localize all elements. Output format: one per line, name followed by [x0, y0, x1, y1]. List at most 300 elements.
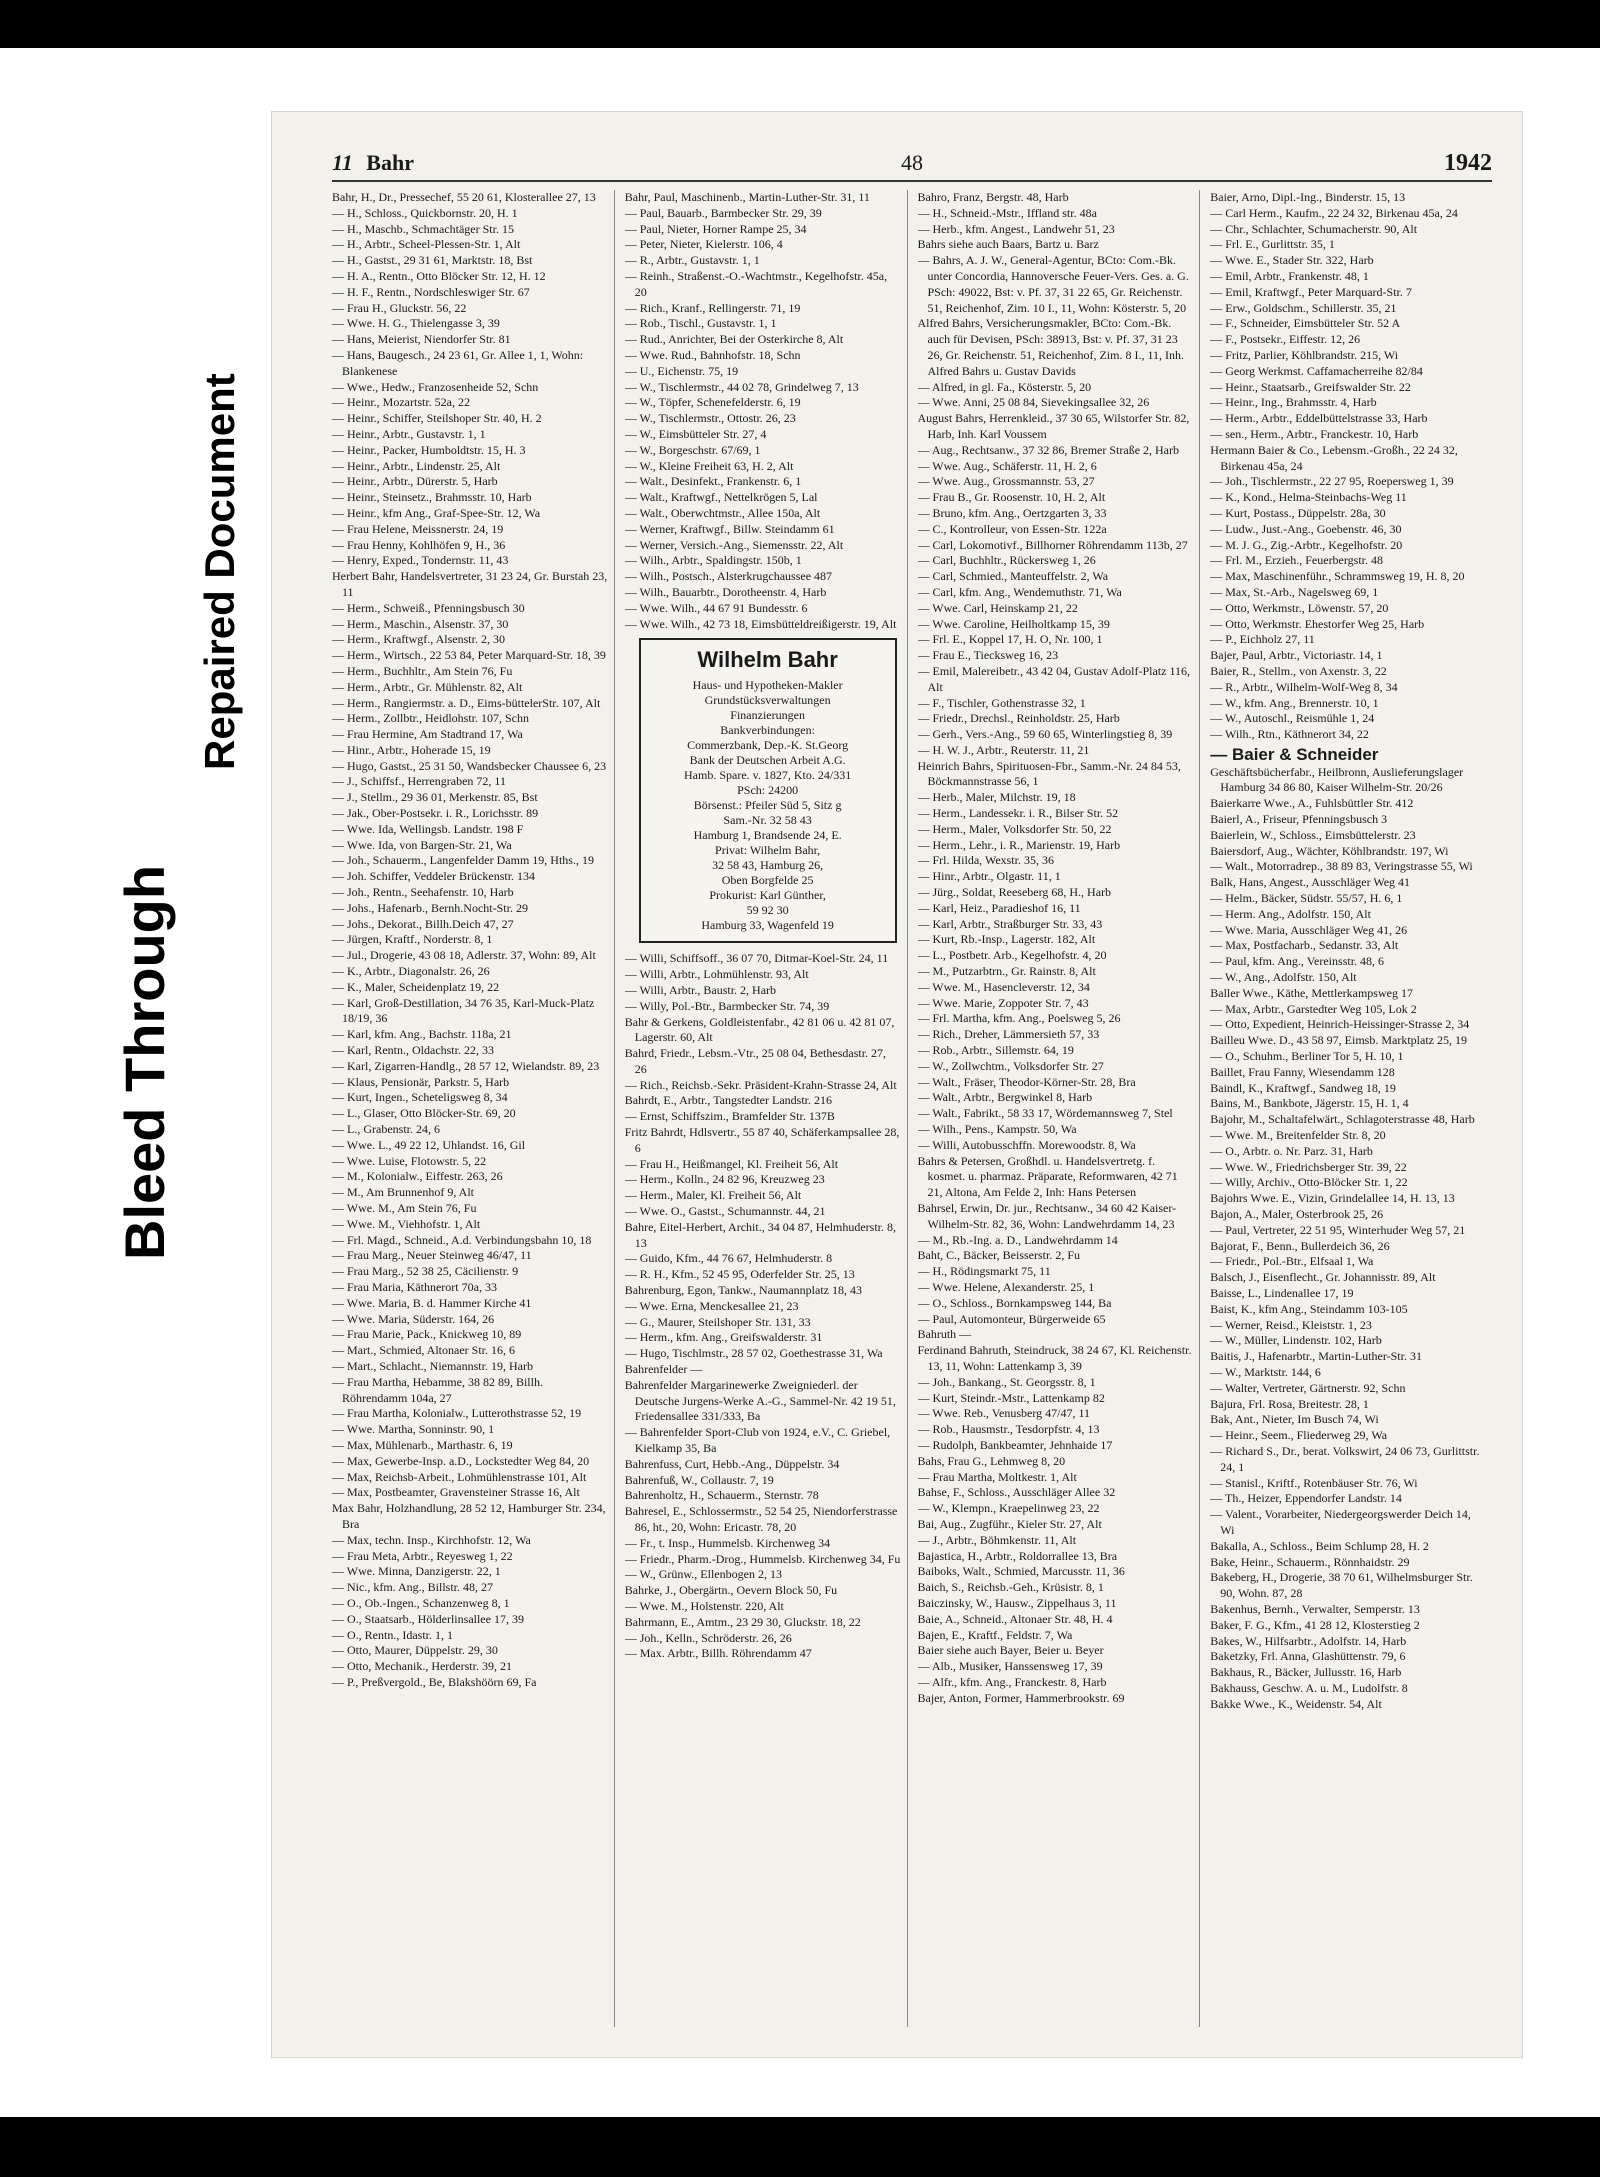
- directory-entry: — O., Arbtr. o. Nr. Parz. 31, Harb: [1210, 1143, 1373, 1158]
- ad-line: Bankverbindungen:: [720, 723, 815, 738]
- directory-entry: — Wilh., Postsch., Alsterkrugchaussee 487: [624, 569, 833, 584]
- directory-entry: — Guido, Kfm., 44 76 67, Helmhuderstr. 8: [624, 1251, 833, 1266]
- directory-entry: — Johs., Hafenarb., Bernh.Nocht-Str. 29: [332, 900, 528, 915]
- directory-entry: Bahruth —: [917, 1327, 972, 1342]
- directory-entry: — Carl, Lokomotivf., Billhorner Röhrendamm 113b, 27: [917, 537, 1188, 552]
- directory-entry: — Walt., Kraftwgf., Nettelkrögen 5, Lal: [624, 490, 818, 505]
- directory-entry: Bahrenfuss, Curt, Hebb.-Ang., Düppelstr. 34: [624, 1456, 840, 1471]
- directory-entry: — Heinr., Staatsarb., Greifswalder Str. 22: [1210, 379, 1411, 394]
- directory-entry: Balk, Hans, Angest., Ausschläger Weg 41: [1210, 875, 1411, 890]
- directory-entry: Baier, R., Stellm., von Axenstr. 3, 22: [1210, 663, 1387, 678]
- directory-entry: — Herm., Zollbtr., Heidlohstr. 107, Schn: [332, 711, 529, 726]
- directory-entry: Baiersdorf, Aug., Wächter, Köhlbrandstr. 197, Wi: [1210, 843, 1449, 858]
- directory-entry: Bahrs siehe auch Baars, Bartz u. Barz: [917, 237, 1099, 252]
- directory-entry: Bahrenfelder Margarinewerke Zweigniederl. der Deutsche Jurgens-Werke A.-G., Sammel-Nr. 42 19 51, Friedensallee 331/333, Ba: [624, 1377, 896, 1424]
- directory-entry: — K., Arbtr., Diagonalstr. 26, 26: [332, 964, 490, 979]
- ad-line: Hamburg 1, Brandsende 24, E.: [693, 828, 842, 843]
- directory-entry: — Friedr., Drechsl., Reinholdstr. 25, Harb: [917, 711, 1120, 726]
- directory-entry: — Kurt, Steindr.-Mstr., Lattenkamp 82: [917, 1390, 1105, 1405]
- section-description: Geschäftsbücherfabr., Heilbronn, Auslieferungslager Hamburg 34 86 80, Kaiser Wilhelm-Str. 20/26: [1210, 764, 1464, 795]
- directory-entry: — Alb., Musiker, Hanssensweg 17, 39: [917, 1659, 1103, 1674]
- directory-entry: — Rob., Tischl., Gustavstr. 1, 1: [624, 316, 777, 331]
- page-running-head: [332, 150, 414, 176]
- directory-entry: — Walt., Oberwchtmstr., Allee 150a, Alt: [624, 505, 821, 520]
- directory-entry: — Th., Heizer, Eppendorfer Landstr. 14: [1210, 1491, 1402, 1506]
- directory-entry: — Gerh., Vers.-Ang., 59 60 65, Winterlingstieg 8, 39: [917, 727, 1173, 742]
- directory-entry: — Chr., Schlachter, Schumacherstr. 90, Alt: [1210, 221, 1418, 236]
- directory-entry: — Joh., Rentn., Seehafenstr. 10, Harb: [332, 885, 514, 900]
- directory-entry: Bahro, Franz, Bergstr. 48, Harb: [917, 190, 1069, 204]
- directory-entry: — Frau Marie, Pack., Knickweg 10, 89: [332, 1327, 522, 1342]
- directory-entry: Bahresel, E., Schlossermstr., 52 54 25, Niendorferstrasse 86, ht., 20, Wohn: Ericastr. 78, 20: [624, 1504, 898, 1534]
- directory-entry: — Frau Henny, Kohlhöfen 9, H., 36: [332, 537, 506, 552]
- directory-entry: — J., Stellm., 29 36 01, Merkenstr. 85, Bst: [332, 790, 538, 805]
- directory-entry: — Ludw., Just.-Ang., Goebenstr. 46, 30: [1210, 521, 1402, 536]
- directory-entry: — Heinr., kfm Ang., Graf-Spee-Str. 12, Wa: [332, 505, 541, 520]
- directory-entry: Max Bahr, Holzhandlung, 28 52 12, Hamburger Str. 234, Bra: [332, 1501, 606, 1531]
- directory-entry: — W., Grünw., Ellenbogen 2, 13: [624, 1567, 782, 1582]
- directory-entry: — Wilh., Rtn., Käthnerort 34, 22: [1210, 727, 1369, 742]
- directory-entry: — Heinr., Seem., Fliederweg 29, Wa: [1210, 1428, 1388, 1443]
- directory-entry: Herbert Bahr, Handelsvertreter, 31 23 24, Gr. Burstah 23, 11: [332, 569, 608, 599]
- directory-entry: — Wwe. Carl, Heinskamp 21, 22: [917, 600, 1078, 615]
- directory-entry: Bakhaus, R., Bäcker, Jullusstr. 16, Harb: [1210, 1665, 1402, 1680]
- directory-entry: — W., Eimsbütteler Str. 27, 4: [624, 426, 767, 441]
- directory-entry: Bajer, Anton, Former, Hammerbrookstr. 69: [917, 1690, 1125, 1705]
- directory-entry: — Joh., Kelln., Schröderstr. 26, 26: [624, 1630, 792, 1645]
- directory-entry: — Frl. Hilda, Wexstr. 35, 36: [917, 853, 1054, 868]
- directory-entry: — R., Arbtr., Wilhelm-Wolf-Weg 8, 34: [1210, 679, 1398, 694]
- directory-entry: Bakeberg, H., Drogerie, 38 70 61, Wilhelmsburger Str. 90, Wohn. 87, 28: [1210, 1570, 1473, 1601]
- directory-entry: — Walt., Desinfekt., Frankenstr. 6, 1: [624, 474, 802, 489]
- directory-entry: — Wwe. Maria, B. d. Hammer Kirche 41: [332, 1295, 532, 1310]
- directory-entry: — Frau B., Gr. Roosenstr. 10, H. 2, Alt: [917, 490, 1106, 505]
- directory-entry: — Aug., Rechtsanw., 37 32 86, Bremer Straße 2, Harb: [917, 442, 1180, 457]
- directory-entry: — Rich., Dreher, Lämmersieth 57, 33: [917, 1027, 1100, 1042]
- directory-entry: — Kurt, Rb.-Insp., Lagerstr. 182, Alt: [917, 932, 1096, 947]
- directory-entry: — W., Müller, Lindenstr. 102, Harb: [1210, 1333, 1382, 1348]
- directory-entry: — Stanisl., Kriftf., Rotenbäuser Str. 76, Wi: [1210, 1475, 1418, 1490]
- directory-entry: — Frau Martha, Hebamme, 38 82 89, Billh. Röhrendamm 104a, 27: [332, 1374, 543, 1405]
- directory-entry: — Reinh., Straßenst.-O.-Wachtmstr., Kegelhofstr. 45a, 20: [624, 268, 888, 299]
- directory-entry: — Frau H., Heißmangel, Kl. Freiheit 56, Alt: [624, 1156, 839, 1171]
- directory-entry: — Wwe. L., 49 22 12, Uhlandst. 16, Gil: [332, 1137, 526, 1152]
- directory-entry: — Bahrenfelder Sport-Club von 1924, e.V., C. Griebel, Kielkamp 35, Ba: [624, 1425, 891, 1456]
- directory-entry: — Herm., Wirtsch., 22 53 84, Peter Marquard-Str. 18, 39: [332, 648, 606, 663]
- directory-entry: Bakhauss, Geschw. A. u. M., Ludolfstr. 8: [1210, 1680, 1408, 1695]
- directory-entry: — Heinr., Packer, Humboldtstr. 15, H. 3: [332, 442, 526, 457]
- directory-entry: — Frau Marg., 52 38 25, Cäcilienstr. 9: [332, 1264, 519, 1279]
- page-title: Bahr: [366, 150, 414, 175]
- directory-entry: — Willi, Arbtr., Lohmühlenstr. 93, Alt: [624, 967, 809, 982]
- directory-entry: — O., Schuhm., Berliner Tor 5, H. 10, 1: [1210, 1049, 1404, 1064]
- directory-entry: — Alfr., kfm. Ang., Franckestr. 8, Harb: [917, 1674, 1107, 1689]
- directory-entry: — L., Glaser, Otto Blöcker-Str. 69, 20: [332, 1106, 516, 1121]
- directory-entry: Bajohrs Wwe. E., Vizin, Grindelallee 14, H. 13, 13: [1210, 1191, 1455, 1206]
- directory-entry: — O., Rentn., Idastr. 1, 1: [332, 1627, 453, 1642]
- directory-entry: — Herm., Maschin., Alsenstr. 37, 30: [332, 616, 509, 631]
- directory-entry: Bajastica, H., Arbtr., Roldorrallee 13, Bra: [917, 1548, 1118, 1563]
- directory-entry: Bahrke, J., Obergärtn., Oevern Block 50, Fu: [624, 1583, 838, 1598]
- directory-entry: Heinrich Bahrs, Spirituosen-Fbr., Samm.-Nr. 24 84 53, Böckmannstrasse 56, 1: [917, 758, 1181, 789]
- directory-entry: — Karl, kfm. Ang., Bachstr. 118a, 21: [332, 1027, 512, 1042]
- directory-entry: — Frau Marg., Neuer Steinweg 46/47, 11: [332, 1248, 532, 1263]
- directory-entry: — Wwe. Ida, Wellingsb. Landstr. 198 F: [332, 821, 524, 836]
- directory-entry: Bahr & Gerkens, Goldleistenfabr., 42 81 06 u. 42 81 07, Lagerstr. 60, Alt: [624, 1014, 895, 1045]
- directory-entry: — Ernst, Schiffszim., Bramfelder Str. 137B: [624, 1109, 835, 1124]
- directory-entry: — Wwe. E., Stader Str. 322, Harb: [1210, 253, 1374, 268]
- column-2: [625, 190, 908, 2027]
- directory-entry: — M., Putzarbtrn., Gr. Rainstr. 8, Alt: [917, 964, 1096, 979]
- directory-entry: — Wwe. M., Holstenstr. 220, Alt: [624, 1598, 784, 1613]
- directory-entry: — Frau H., Gluckstr. 56, 22: [332, 300, 467, 315]
- directory-entry: — J., Arbtr., Böhmkenstr. 11, Alt: [917, 1532, 1077, 1547]
- directory-entry: — Bahrs, A. J. W., General-Agentur, BCto: Com.-Bk. unter Concordia, Hannoversche Feuer-Vers. Ges. a. G. PSch: 49022, Bst: v. Pf. 37, 31 22 65, Gr. Reichenstr. 51, Reichenhof, Zim. 10 I., 11, Wohn: Kösterstr. 5, 20: [917, 253, 1189, 315]
- directory-entry: — Herm., Schweiß., Pfenningsbusch 30: [332, 600, 525, 615]
- directory-entry: Bahrenfuß, W., Collaustr. 7, 19: [624, 1472, 774, 1487]
- ad-line: Hamb. Spare. v. 1827, Kto. 24/331: [684, 768, 852, 783]
- directory-entry: — Wwe. Aug., Grossmannstr. 53, 27: [917, 474, 1095, 489]
- directory-entry: — Wwe. Ida, von Bargen-Str. 21, Wa: [332, 837, 512, 852]
- directory-entry: — W., Marktstr. 144, 6: [1210, 1364, 1321, 1379]
- directory-entry: — H., Schneid.-Mstr., Iffland str. 48a: [917, 205, 1097, 220]
- columns: [332, 190, 1492, 2027]
- directory-entry: — W., Kleine Freiheit 63, H. 2, Alt: [624, 458, 794, 473]
- directory-entry: — Henry, Exped., Tondernstr. 11, 43: [332, 553, 509, 568]
- directory-entry: Fritz Bahrdt, Hdlsvertr., 55 87 40, Schäferkampsallee 28, 6: [624, 1125, 900, 1155]
- directory-entry: — Rudolph, Bankbeamter, Jehnhaide 17: [917, 1437, 1113, 1452]
- ad-lines: [647, 678, 889, 933]
- side-labels: [100, 260, 260, 1260]
- directory-entry: — W., Tischlermstr., Ottostr. 26, 23: [624, 411, 796, 426]
- directory-entry: — M. J. G., Zig.-Arbtr., Kegelhofstr. 20: [1210, 537, 1403, 552]
- directory-entry: — Johs., Dekorat., Billh.Deich 47, 27: [332, 916, 514, 931]
- directory-entry: — Max, Reichsb-Arbeit., Lohmühlenstrasse 101, Alt: [332, 1469, 587, 1484]
- directory-entry: — Friedr., Pol.-Btr., Elfsaal 1, Wa: [1210, 1254, 1374, 1269]
- directory-entry: — W., Zollwchtm., Volksdorfer Str. 27: [917, 1058, 1104, 1073]
- directory-entry: Baier, Arno, Dipl.-Ing., Binderstr. 15, 13: [1210, 190, 1406, 204]
- directory-entry: Bahrenholtz, H., Schauerm., Sternstr. 78: [624, 1488, 819, 1503]
- directory-entry: — Max. Arbtr., Billh. Röhrendamm 47: [624, 1646, 812, 1661]
- directory-entry: Baisse, L., Lindenallee 17, 19: [1210, 1285, 1354, 1300]
- directory-entry: — F., Schneider, Eimsbütteler Str. 52 A: [1210, 316, 1401, 331]
- directory-entry: — Otto, Maurer, Düppelstr. 29, 30: [332, 1643, 498, 1658]
- directory-entry: — K., Kond., Helma-Steinbachs-Weg 11: [1210, 490, 1407, 505]
- directory-entry: — W., Borgeschstr. 67/69, 1: [624, 442, 761, 457]
- directory-entry: Baierkarre Wwe., A., Fuhlsbüttler Str. 412: [1210, 796, 1414, 811]
- directory-entry: — Frl. E., Gurlittstr. 35, 1: [1210, 237, 1335, 252]
- directory-entry: — Willi, Autobusschffn. Morewoodstr. 8, Wa: [917, 1137, 1136, 1152]
- directory-entry: — Wilh., Arbtr., Spaldingstr. 150b, 1: [624, 553, 802, 568]
- directory-entry: — Wwe. Marie, Zoppoter Str. 7, 43: [917, 995, 1089, 1010]
- directory-entry: — Wwe. M., Viehhofstr. 1, Alt: [332, 1216, 481, 1231]
- directory-entry: — M., Am Brunnenhof 9, Alt: [332, 1185, 475, 1200]
- directory-entry: — Karl, Zigarren-Handlg., 28 57 12, Wielandstr. 89, 23: [332, 1058, 600, 1073]
- directory-entry: Baiczinsky, W., Hausw., Zippelhaus 3, 11: [917, 1595, 1117, 1610]
- ad-line: Bank der Deutschen Arbeit A.G.: [689, 753, 846, 768]
- ad-line: Haus- und Hypotheken-Makler: [692, 678, 843, 693]
- ad-line: Prokurist: Karl Günther,: [709, 888, 826, 903]
- directory-entry: — Helm., Bäcker, Südstr. 55/57, H. 6, 1: [1210, 891, 1403, 906]
- page-number: 48: [901, 150, 923, 175]
- directory-entry: — Hinr., Arbtr., Hoherade 15, 19: [332, 742, 491, 757]
- directory-entry: — Herm., Landessekr. i. R., Bilser Str. 52: [917, 806, 1119, 821]
- directory-entry: Alfred Bahrs, Versicherungsmakler, BCto: Com.-Bk. auch für Devisen, PSch: 38913, Bst: v. Pf. 37, 31 23 26, Gr. Reichenstr. 51, Reichenhof, Zim. 8 I., 11, Inh. Alfred Bahrs u. Gustav Davids: [917, 316, 1185, 378]
- directory-entry: — Wwe. W., Friedrichsberger Str. 39, 22: [1210, 1159, 1407, 1174]
- directory-entry: — Otto, Werkmstr., Löwenstr. 57, 20: [1210, 600, 1389, 615]
- directory-entry: — Emil, Kraftwgf., Peter Marquard-Str. 7: [1210, 284, 1412, 299]
- directory-entry: — Wwe. Reb., Venusberg 47/47, 11: [917, 1406, 1091, 1421]
- directory-entry: Bajer, Paul, Arbtr., Victoriastr. 14, 1: [1210, 648, 1383, 663]
- ad-line: 59 92 30: [746, 903, 789, 918]
- directory-entry: — Herm., Arbtr., Eddelbüttelstrasse 33, Harb: [1210, 411, 1428, 426]
- directory-entry: — Paul, Bauarb., Barmbecker Str. 29, 39: [624, 205, 822, 220]
- directory-entry: Baller Wwe., Käthe, Mettlerkampsweg 17: [1210, 985, 1413, 1000]
- directory-entry: — Max, Postbeamter, Gravensteiner Strasse 16, Alt: [332, 1485, 580, 1500]
- directory-entry: — Richard S., Dr., berat. Volkswirt, 24 06 73, Gurlittstr. 24, 1: [1210, 1443, 1480, 1474]
- column-4-bottom: [1210, 796, 1486, 1712]
- directory-entry: — Herb., Maler, Milchstr. 19, 18: [917, 790, 1076, 805]
- directory-entry: Bai, Aug., Zugführ., Kieler Str. 27, Alt: [917, 1516, 1102, 1531]
- directory-entry: — Karl, Arbtr., Straßburger Str. 33, 43: [917, 916, 1103, 931]
- directory-entry: — Kurt, Ingen., Scheteligsweg 8, 34: [332, 1090, 508, 1105]
- column-1: [332, 190, 615, 2027]
- directory-entry: — Carl Herm., Kaufm., 22 24 32, Birkenau 45a, 24: [1210, 205, 1458, 220]
- directory-entry: — L., Postbetr. Arb., Kegelhofstr. 4, 20: [917, 948, 1107, 963]
- directory-entry: Bahr, Paul, Maschinenb., Martin-Luther-Str. 31, 11: [624, 190, 870, 204]
- directory-entry: Baindl, K., Kraftwgf., Sandweg 18, 19: [1210, 1080, 1396, 1095]
- directory-entry: — Rob., Arbtr., Sillemstr. 64, 19: [917, 1043, 1074, 1058]
- directory-entry: — Frau Helene, Meissnerstr. 24, 19: [332, 521, 504, 536]
- ad-line: Sam.-Nr. 32 58 43: [723, 813, 812, 828]
- directory-entry: — Herm., Buchhltr., Am Stein 76, Fu: [332, 663, 513, 678]
- directory-entry: — Frau Maria, Käthnerort 70a, 33: [332, 1279, 497, 1294]
- directory-entry: — Wwe. Rud., Bahnhofstr. 18, Schn: [624, 347, 801, 362]
- directory-entry: — Joh., Schauerm., Langenfelder Damm 19, Hths., 19: [332, 853, 594, 868]
- directory-entry: — Wwe., Hedw., Franzosenheide 52, Schn: [332, 379, 539, 394]
- directory-entry: Bakes, W., Hilfsarbtr., Adolfstr. 14, Harb: [1210, 1633, 1407, 1648]
- directory-page: [272, 112, 1522, 2057]
- directory-entry: — Wwe. Maria, Ausschläger Weg 41, 26: [1210, 922, 1408, 937]
- page-year: 1942: [1444, 150, 1492, 176]
- directory-entry: — Otto, Expedient, Heinrich-Heissinger-Strasse 2, 34: [1210, 1017, 1470, 1032]
- directory-entry: — G., Maurer, Steilshoper Str. 131, 33: [624, 1314, 811, 1329]
- directory-entry: — Wwe. Helene, Alexanderstr. 25, 1: [917, 1279, 1095, 1294]
- directory-entry: — Rud., Anrichter, Bei der Osterkirche 8, Alt: [624, 332, 844, 347]
- directory-entry: — Jak., Ober-Postsekr. i. R., Lorichsstr. 89: [332, 806, 539, 821]
- directory-entry: Bahrsel, Erwin, Dr. jur., Rechtsanw., 34 60 42 Kaiser-Wilhelm-Str. 82, 36, Wohn: Landwehrdamm 14, 23: [917, 1201, 1177, 1231]
- directory-entry: Baist, K., kfm Ang., Steindamm 103-105: [1210, 1301, 1408, 1316]
- directory-entry: — Jul., Drogerie, 43 08 18, Adlerstr. 37, Wohn: 89, Alt: [332, 948, 596, 963]
- directory-entry: — W., Autoschl., Reismühle 1, 24: [1210, 711, 1375, 726]
- directory-entry: Bakke Wwe., K., Weidenstr. 54, Alt: [1210, 1696, 1382, 1711]
- directory-entry: — Frl. Magd., Schneid., A.d. Verbindungsbahn 10, 18: [332, 1232, 592, 1247]
- directory-entry: — Rich., Reichsb.-Sekr. Präsident-Krahn-Strasse 24, Alt: [624, 1077, 897, 1092]
- directory-entry: — Max, Postfacharb., Sedanstr. 33, Alt: [1210, 938, 1399, 953]
- directory-entry: — Willi, Arbtr., Baustr. 2, Harb: [624, 982, 777, 997]
- directory-entry: — O., Ob.-Ingen., Schanzenweg 8, 1: [332, 1595, 510, 1610]
- directory-entry: — Herm., Kraftwgf., Alsenstr. 2, 30: [332, 632, 505, 647]
- directory-entry: — M., Kolonialw., Eiffestr. 263, 26: [332, 1169, 503, 1184]
- directory-entry: Baier siehe auch Bayer, Beier u. Beyer: [917, 1643, 1104, 1658]
- directory-entry: — Herm., Arbtr., Gr. Mühlenstr. 82, Alt: [332, 679, 523, 694]
- directory-entry: — Carl, Buchhltr., Rückersweg 1, 26: [917, 553, 1096, 568]
- directory-entry: — Herb., kfm. Angest., Landwehr 51, 23: [917, 221, 1115, 236]
- directory-entry: Bajen, E., Kraftf., Feldstr. 7, Wa: [917, 1627, 1073, 1642]
- directory-entry: — Wwe. M., Am Stein 76, Fu: [332, 1201, 477, 1215]
- directory-entry: — R. H., Kfm., 52 45 95, Oderfelder Str. 25, 13: [624, 1267, 855, 1282]
- directory-entry: — C., Kontrolleur, von Essen-Str. 122a: [917, 521, 1107, 536]
- directory-entry: Bajohr, M., Schaltafelwärt., Schlagoterstrasse 48, Harb: [1210, 1112, 1475, 1127]
- directory-entry: — P., Eichholz 27, 11: [1210, 632, 1315, 647]
- directory-entry: — Max, Arbtr., Garstedter Weg 105, Lok 2: [1210, 1001, 1417, 1016]
- directory-entry: — Walt., Arbtr., Bergwinkel 8, Harb: [917, 1090, 1093, 1105]
- directory-entry: — Kurt, Postass., Düppelstr. 28a, 30: [1210, 505, 1386, 520]
- directory-entry: Bakenhus, Bernh., Verwalter, Semperstr. 13: [1210, 1601, 1420, 1616]
- directory-entry: — Mart., Schmied, Altonaer Str. 16, 6: [332, 1343, 515, 1358]
- directory-entry: — Heinr., Arbtr., Lindenstr. 25, Alt: [332, 458, 501, 473]
- directory-entry: — Frl. Martha, kfm. Ang., Poelsweg 5, 26: [917, 1011, 1121, 1026]
- directory-entry: — Karl, Groß-Destillation, 34 76 35, Karl-Muck-Platz 18/19, 36: [332, 995, 595, 1026]
- directory-entry: — Paul, Vertreter, 22 51 95, Winterhuder Weg 57, 21: [1210, 1222, 1466, 1237]
- directory-entry: — Mart., Schlacht., Niemannstr. 19, Harb: [332, 1358, 533, 1373]
- directory-entry: — U., Eichenstr. 75, 19: [624, 363, 739, 378]
- directory-entry: — Wwe. Minna, Danzigerstr. 22, 1: [332, 1564, 501, 1579]
- advertisement-box: [639, 638, 897, 943]
- directory-entry: Baierlein, W., Schloss., Eimsbüttelerstr. 23: [1210, 827, 1416, 842]
- directory-entry: — Karl, Rentn., Oldachstr. 22, 33: [332, 1043, 494, 1058]
- directory-entry: Ferdinand Bahruth, Steindruck, 38 24 67, Kl. Reichenstr. 13, 11, Wohn: Lattenkamp 3, 39: [917, 1343, 1192, 1373]
- directory-entry: Bahrs & Petersen, Großhdl. u. Handelsvertretg. f. kosmet. u. pharmaz. Präparate, Reformwaren, 42 71 21, Altona, Am Felde 2, Inh: Hans Petersen: [917, 1153, 1178, 1200]
- directory-entry: — Valent., Vorarbeiter, Niedergeorgswerder Deich 14, Wi: [1210, 1507, 1471, 1537]
- directory-entry: — Hugo, Tischlmstr., 28 57 02, Goethestrasse 31, Wa: [624, 1346, 883, 1361]
- directory-entry: Baht, C., Bäcker, Beisserstr. 2, Fu: [917, 1248, 1081, 1263]
- directory-entry: — Max, techn. Insp., Kirchhofstr. 12, Wa: [332, 1532, 531, 1547]
- directory-entry: — Emil, Arbtr., Frankenstr. 48, 1: [1210, 268, 1369, 283]
- directory-entry: — F., Postsekr., Eiffestr. 12, 26: [1210, 332, 1361, 347]
- directory-entry: — Frau Martha, Moltkestr. 1, Alt: [917, 1469, 1077, 1484]
- directory-entry: — H., Arbtr., Scheel-Plessen-Str. 1, Alt: [332, 237, 521, 252]
- directory-entry: Bahr, H., Dr., Pressechef, 55 20 61, Klosterallee 27, 13: [332, 190, 596, 204]
- directory-entry: — Carl, kfm. Ang., Wendemuthstr. 71, Wa: [917, 584, 1122, 599]
- ad-line: Privat: Wilhelm Bahr,: [715, 843, 821, 858]
- directory-entry: — Frau Meta, Arbtr., Reyesweg 1, 22: [332, 1548, 513, 1563]
- directory-entry: — Emil, Malereibetr., 43 42 04, Gustav Adolf-Platz 116, Alt: [917, 663, 1191, 694]
- directory-entry: — Herm., kfm. Ang., Greifswalderstr. 31: [624, 1330, 823, 1345]
- column-2-bottom: [625, 951, 901, 1662]
- directory-entry: — Heinr., Ing., Brahmsstr. 4, Harb: [1210, 395, 1377, 410]
- directory-entry: Bake, Heinr., Schauerm., Rönnhaidstr. 29: [1210, 1554, 1410, 1569]
- directory-entry: — Karl, Heiz., Paradieshof 16, 11: [917, 900, 1081, 915]
- directory-entry: — Jürg., Soldat, Reeseberg 68, H., Harb: [917, 885, 1112, 900]
- column-2-top: [625, 190, 901, 632]
- directory-entry: — L., Grabenstr. 24, 6: [332, 1122, 440, 1137]
- scan-border-bottom: [0, 2117, 1600, 2177]
- directory-entry: Baker, F. G., Kfm., 41 28 12, Klosterstieg 2: [1210, 1617, 1420, 1632]
- directory-entry: — Joh., Bankang., St. Georgsstr. 8, 1: [917, 1374, 1096, 1389]
- directory-entry: — H., Rödingsmarkt 75, 11: [917, 1264, 1051, 1279]
- directory-entry: — Joh., Tischlermstr., 22 27 95, Roepersweg 1, 39: [1210, 474, 1454, 489]
- directory-entry: Bakalla, A., Schloss., Beim Schlump 28, H. 2: [1210, 1538, 1429, 1553]
- directory-entry: — Max, Maschinenführ., Schrammsweg 19, H. 8, 20: [1210, 569, 1465, 584]
- column-4-top: [1210, 190, 1486, 743]
- directory-entry: — Heinr., Arbtr., Gustavstr. 1, 1: [332, 426, 486, 441]
- ad-line: Oben Borgfelde 25: [721, 873, 814, 888]
- directory-entry: Bajura, Frl. Rosa, Breitestr. 28, 1: [1210, 1396, 1369, 1411]
- directory-entry: Bahs, Frau G., Lehmweg 8, 20: [917, 1453, 1066, 1468]
- directory-entry: — Walt., Motorradrep., 38 89 83, Veringstrasse 55, Wi: [1210, 859, 1473, 874]
- directory-entry: Bahrmann, E., Amtm., 23 29 30, Gluckstr. 18, 22: [624, 1614, 861, 1629]
- directory-entry: — Willy, Pol.-Btr., Barmbecker Str. 74, 39: [624, 998, 830, 1013]
- directory-entry: — Wilh., Bauarbtr., Dorotheenstr. 4, Harb: [624, 584, 827, 599]
- directory-entry: Bahre, Eitel-Herbert, Archit., 34 04 87, Helmhuderstr. 8, 13: [624, 1219, 897, 1250]
- directory-entry: Baich, S., Reichsb.-Geh., Krüsistr. 8, 1: [917, 1580, 1104, 1595]
- directory-entry: — Frau Martha, Kolonialw., Lutterothstrasse 52, 19: [332, 1406, 582, 1421]
- directory-entry: Baie, A., Schneid., Altonaer Str. 48, H. 4: [917, 1611, 1113, 1626]
- directory-entry: Bains, M., Bankbote, Jägerstr. 15, H. 1, 4: [1210, 1096, 1409, 1111]
- directory-entry: — Fr., t. Insp., Hummelsb. Kirchenweg 34: [624, 1535, 831, 1550]
- directory-entry: — Werner, Reisd., Kleiststr. 1, 23: [1210, 1317, 1372, 1332]
- directory-entry: — Paul, kfm. Ang., Vereinsstr. 48, 6: [1210, 954, 1385, 969]
- directory-entry: — Wwe. Caroline, Heilholtkamp 15, 39: [917, 616, 1110, 631]
- directory-entry: — H. F., Rentn., Nordschleswiger Str. 67: [332, 284, 530, 299]
- directory-entry: Bahrd, Friedr., Lebsm.-Vtr., 25 08 04, Bethesdastr. 27, 26: [624, 1046, 887, 1076]
- directory-entry: — Hans, Meierist, Niendorfer Str. 81: [332, 332, 511, 347]
- directory-entry: Baillet, Frau Fanny, Wiesendamm 128: [1210, 1064, 1395, 1079]
- directory-entry: — M., Rb.-Ing. a. D., Landwehrdamm 14: [917, 1232, 1118, 1247]
- directory-entry: — Rob., Hausmstr., Tesdorpfstr. 4, 13: [917, 1422, 1100, 1437]
- ad-line: 32 58 43, Hamburg 26,: [712, 858, 824, 873]
- directory-entry: — Klaus, Pensionär, Parkstr. 5, Harb: [332, 1074, 510, 1089]
- directory-entry: — Hans, Baugesch., 24 23 61, Gr. Allee 1, 1, Wohn: Blankenese: [332, 347, 584, 378]
- directory-entry: — W., Tischlermstr., 44 02 78, Grindelweg 7, 13: [624, 379, 859, 394]
- directory-entry: — Nic., kfm. Ang., Billstr. 48, 27: [332, 1580, 494, 1595]
- directory-entry: — Werner, Kraftwgf., Billw. Steindamm 61: [624, 521, 835, 536]
- directory-entry: — Otto, Mechanik., Herderstr. 39, 21: [332, 1659, 512, 1674]
- directory-entry: — Herm. Ang., Adolfstr. 150, Alt: [1210, 906, 1371, 921]
- directory-entry: Bahrdt, E., Arbtr., Tangstedter Landstr. 216: [624, 1093, 832, 1108]
- directory-entry: — Wilh., Pens., Kampstr. 50, Wa: [917, 1122, 1077, 1137]
- directory-entry: — P., Preßvergold., Be, Blakshöörn 69, Fa: [332, 1674, 537, 1689]
- directory-entry: Baiboks, Walt., Schmied, Marcusstr. 11, 36: [917, 1564, 1125, 1579]
- directory-entry: — H. A., Rentn., Otto Blöcker Str. 12, H. 12: [332, 268, 546, 283]
- scan-border-top: [0, 0, 1600, 48]
- directory-entry: — Wwe. M., Hasencleverstr. 12, 34: [917, 979, 1090, 994]
- directory-entry: — J., Schiffsf., Herrengraben 72, 11: [332, 774, 506, 789]
- directory-entry: — Georg Werkmst. Caffamacherreihe 82/84: [1210, 363, 1423, 378]
- directory-entry: Baierl, A., Friseur, Pfenningsbusch 3: [1210, 812, 1388, 827]
- directory-entry: Bailleu Wwe. D., 43 58 97, Eimsb. Marktplatz 25, 19: [1210, 1033, 1467, 1048]
- directory-entry: Bahse, F., Schloss., Ausschläger Allee 32: [917, 1485, 1116, 1500]
- directory-entry: — Wwe. Erna, Menckesallee 21, 23: [624, 1298, 799, 1313]
- directory-entry: — W., Ang., Adolfstr. 150, Alt: [1210, 970, 1357, 985]
- directory-entry: Bahrenburg, Egon, Tankw., Naumannplatz 18, 43: [624, 1283, 862, 1298]
- ad-line: Finanzierungen: [730, 708, 805, 723]
- directory-entry: Baitis, J., Hafenarbtr., Martin-Luther-Str. 31: [1210, 1349, 1422, 1364]
- directory-entry: Hermann Baier & Co., Lebensm.-Großh., 22 24 32, Birkenau 45a, 24: [1210, 442, 1458, 473]
- directory-entry: Bajon, A., Maler, Osterbrook 25, 26: [1210, 1207, 1384, 1221]
- directory-entry: Bahrenfelder —: [624, 1362, 703, 1377]
- directory-entry: — Frau E., Tiecksweg 16, 23: [917, 648, 1059, 663]
- ad-line: Börsenst.: Pfeiler Süd 5, Sitz g: [693, 798, 842, 813]
- directory-entry: — Herm., Maler, Volksdorfer Str. 50, 22: [917, 821, 1112, 836]
- directory-entry: — H., Maschb., Schmachtäger Str. 15: [332, 221, 514, 236]
- directory-entry: — Carl, Schmied., Manteuffelstr. 2, Wa: [917, 569, 1109, 584]
- directory-entry: — Werner, Versich.-Ang., Siemensstr. 22, Alt: [624, 537, 844, 552]
- directory-entry: — Joh. Schiffer, Veddeler Brückenstr. 134: [332, 869, 536, 884]
- directory-entry: — Walt., Fabrikt., 58 33 17, Wördemannsweg 7, Stel: [917, 1106, 1173, 1121]
- directory-entry: — Willi, Schiffsoff., 36 07 70, Ditmar-Koel-Str. 24, 11: [624, 951, 889, 966]
